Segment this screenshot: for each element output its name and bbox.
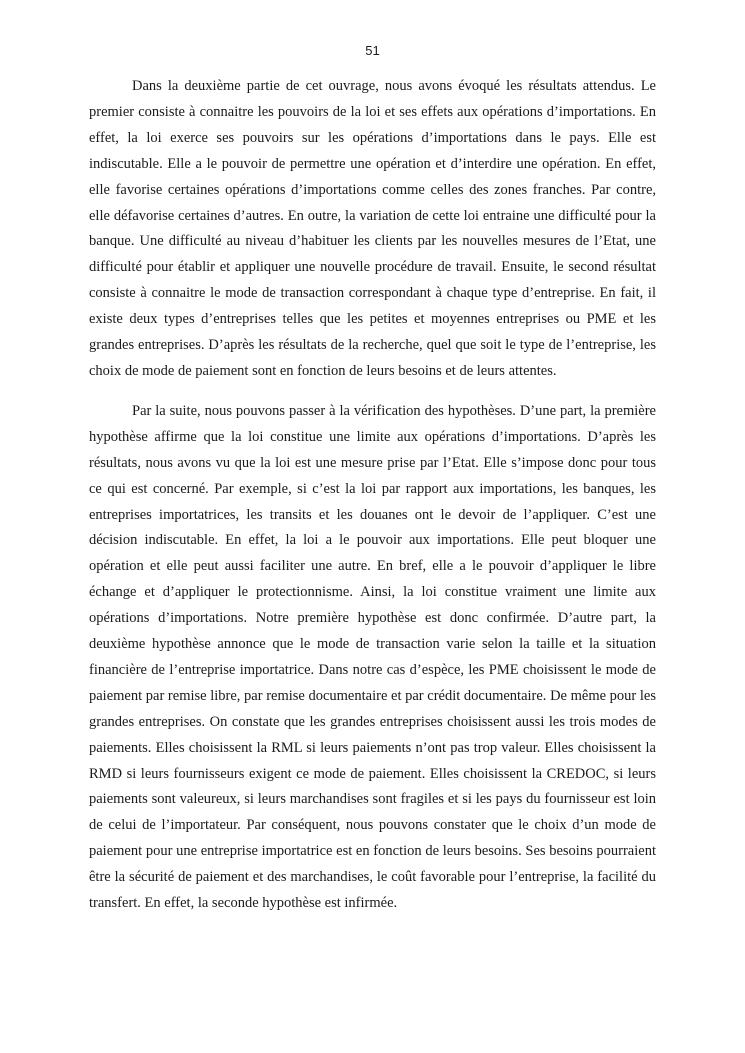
paragraph-results: Dans la deuxième partie de cet ouvrage, nous avons évoqué les résultats attendus. Le premier consiste à connaitre les pouvoirs de la loi et ses effets aux opérations d’importations. En effet, la loi exerce ses pouvoirs sur les opérations d’importations dans le pays. Elle est indiscutable. Elle a le pouvoir de permettre une opération et d’interdire une opération. En effet, elle favorise certaines opérations d’importations comme celles des zones franches. Par contre, elle défavorise certaines d’autres. En outre, la variation de cette loi entraine une difficulté pour la banque. Une difficulté au niveau d’habituer les clients par les nouvelles mesures de l’Etat, une difficulté pour établir et appliquer une nouvelle procédure de travail. Ensuite, le second résultat consiste à connaitre le mode de transaction correspondant à chaque type d’entreprise. En fait, il existe deux types d’entreprises telles que les petites et moyennes entreprises ou PME et les grandes entreprises. D’après les résultats de la recherche, quel que soit le type de l’entreprise, les choix de mode de paiement sont en fonction de leurs besoins et de leurs attentes. [89,78,656,379]
paragraph-hypotheses: Par la suite, nous pouvons passer à la vérification des hypothèses. D’une part, la première hypothèse affirme que la loi constitue une limite aux opérations d’importations. D’après les résultats, nous avons vu que la loi est une mesure prise par l’Etat. Elle s’impose donc pour tous ce qui est concerné. Par exemple, si c’est la loi par rapport aux importations, les banques, les entreprises importatrices, les transits et les douanes ont le devoir de l’appliquer. C’est une décision indiscutable. En effet, la loi a le pouvoir aux importations. Elle peut bloquer une opération et elle peut aussi faciliter une autre. En bref, elle a le pouvoir d’appliquer le libre échange et d’appliquer le protectionnisme. Ainsi, la loi constitue vraiment une limite aux opérations d’importations. Notre première hypothèse est donc confirmée. D’autre part, la deuxième hypothèse annonce que le mode de transaction varie selon la taille et la situation financière de l’entreprise importatrice. Dans notre cas d’espèce, les PME choisissent le mode de paiement par remise libre, par remise documentaire et par crédit documentaire. De même pour les grandes entreprises. On constate que les grandes entreprises choisissent aussi les trois modes de paiements. Elles choisissent la RML si leurs paiements n’ont pas trop valeur. Elles choisissent la RMD si leurs fournisseurs exigent ce mode de paiement. Elles choisissent la CREDOC, si leurs paiements sont valeureux, si leurs marchandises sont fragiles et si les pays du fournisseur est loin de celui de l’importateur. Par conséquent, nous pouvons constater que le choix d’un mode de paiement pour une entreprise importatrice est en fonction de leurs besoins. Ses besoins pourraient être la sécurité de paiement et des marchandises, le coût favorable pour l’entreprise, la facilité du transfert. En effet, la seconde hypothèse est infirmée. [89,402,656,912]
page-number: 51 [365,43,380,58]
document-body [89,74,656,917]
